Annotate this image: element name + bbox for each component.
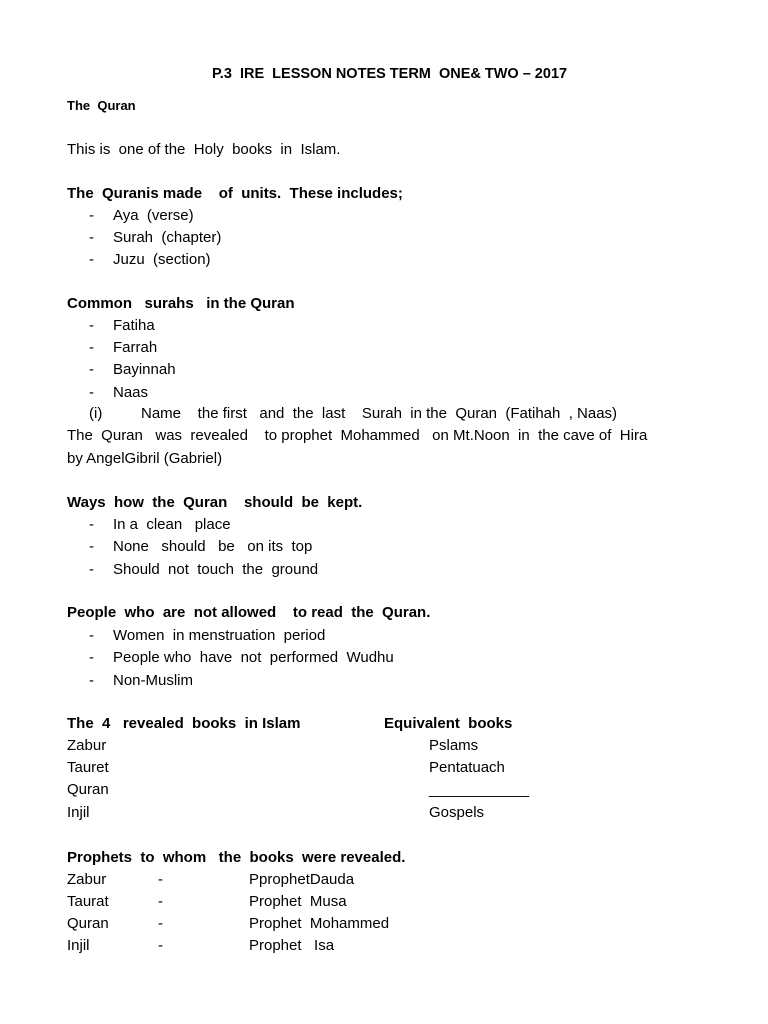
book-name: Tauret bbox=[67, 759, 109, 776]
bullet-dash: - bbox=[89, 561, 94, 578]
row-dash: - bbox=[158, 893, 163, 910]
kept-heading: Ways how the Quran should be kept. bbox=[67, 494, 363, 511]
row-dash: - bbox=[158, 871, 163, 888]
bullet-dash: - bbox=[89, 229, 94, 246]
book-name: Injil bbox=[67, 804, 90, 821]
book-equivalent: Pslams bbox=[429, 737, 479, 754]
list-item: Non-Muslim bbox=[113, 672, 194, 689]
page-title: P.3 IRE LESSON NOTES TERM ONE& TWO – 2017 bbox=[212, 66, 568, 82]
list-item: None should be on its top bbox=[113, 538, 313, 555]
list-item: Aya (verse) bbox=[113, 207, 194, 224]
list-item: Naas bbox=[113, 384, 149, 401]
book-name: Zabur bbox=[67, 737, 107, 754]
books-heading-right: Equivalent books bbox=[384, 715, 513, 732]
list-item: In a clean place bbox=[113, 516, 231, 533]
bullet-dash: - bbox=[89, 672, 94, 689]
surahs-heading: Common surahs in the Quran bbox=[67, 295, 295, 312]
bullet-dash: - bbox=[89, 251, 94, 268]
list-item: People who have not performed Wudhu bbox=[113, 649, 394, 666]
list-item: Farrah bbox=[113, 339, 158, 356]
prophet-name: PprophetDauda bbox=[249, 871, 355, 888]
list-item: Surah (chapter) bbox=[113, 229, 222, 246]
bullet-dash: - bbox=[89, 317, 94, 334]
not-allowed-heading: People who are not allowed to read the Quran. bbox=[67, 604, 431, 621]
intro-text: This is one of the Holy books in Islam. bbox=[67, 141, 341, 158]
bullet-dash: - bbox=[89, 339, 94, 356]
book-equivalent: ____________ bbox=[429, 781, 530, 798]
bullet-dash: - bbox=[89, 361, 94, 378]
book-equivalent: Pentatuach bbox=[429, 759, 505, 776]
row-dash: - bbox=[158, 937, 163, 954]
list-item: Fatiha bbox=[113, 317, 155, 334]
bullet-dash: - bbox=[89, 627, 94, 644]
question-number: (i) bbox=[89, 405, 103, 422]
units-heading: The Quranis made of units. These includes; bbox=[67, 185, 403, 202]
bullet-dash: - bbox=[89, 538, 94, 555]
row-dash: - bbox=[158, 915, 163, 932]
bullet-dash: - bbox=[89, 649, 94, 666]
book-equivalent: Gospels bbox=[429, 804, 485, 821]
bullet-dash: - bbox=[89, 207, 94, 224]
bullet-dash: - bbox=[89, 384, 94, 401]
bullet-dash: - bbox=[89, 516, 94, 533]
section-subtitle: The Quran bbox=[67, 98, 136, 113]
prophets-heading: Prophets to whom the books were revealed. bbox=[67, 849, 406, 866]
books-heading-left: The 4 revealed books in Islam bbox=[67, 715, 301, 732]
list-item: Women in menstruation period bbox=[113, 627, 326, 644]
prophet-name: Prophet Musa bbox=[249, 893, 347, 910]
question-text: Name the first and the last Surah in the Quran (Fatihah , Naas) bbox=[141, 405, 618, 422]
list-item: Bayinnah bbox=[113, 361, 176, 378]
prophet-book: Taurat bbox=[67, 893, 109, 910]
revelation-line-1: The Quran was revealed to prophet Mohammed on Mt.Noon in the cave of Hira bbox=[67, 427, 648, 444]
prophet-name: Prophet Mohammed bbox=[249, 915, 390, 932]
prophet-book: Zabur bbox=[67, 871, 107, 888]
prophet-name: Prophet Isa bbox=[249, 937, 335, 954]
revelation-line-2: by AngelGibril (Gabriel) bbox=[67, 450, 223, 467]
list-item: Should not touch the ground bbox=[113, 561, 319, 578]
book-name: Quran bbox=[67, 781, 109, 798]
prophet-book: Injil bbox=[67, 937, 90, 954]
prophet-book: Quran bbox=[67, 915, 109, 932]
list-item: Juzu (section) bbox=[113, 251, 211, 268]
